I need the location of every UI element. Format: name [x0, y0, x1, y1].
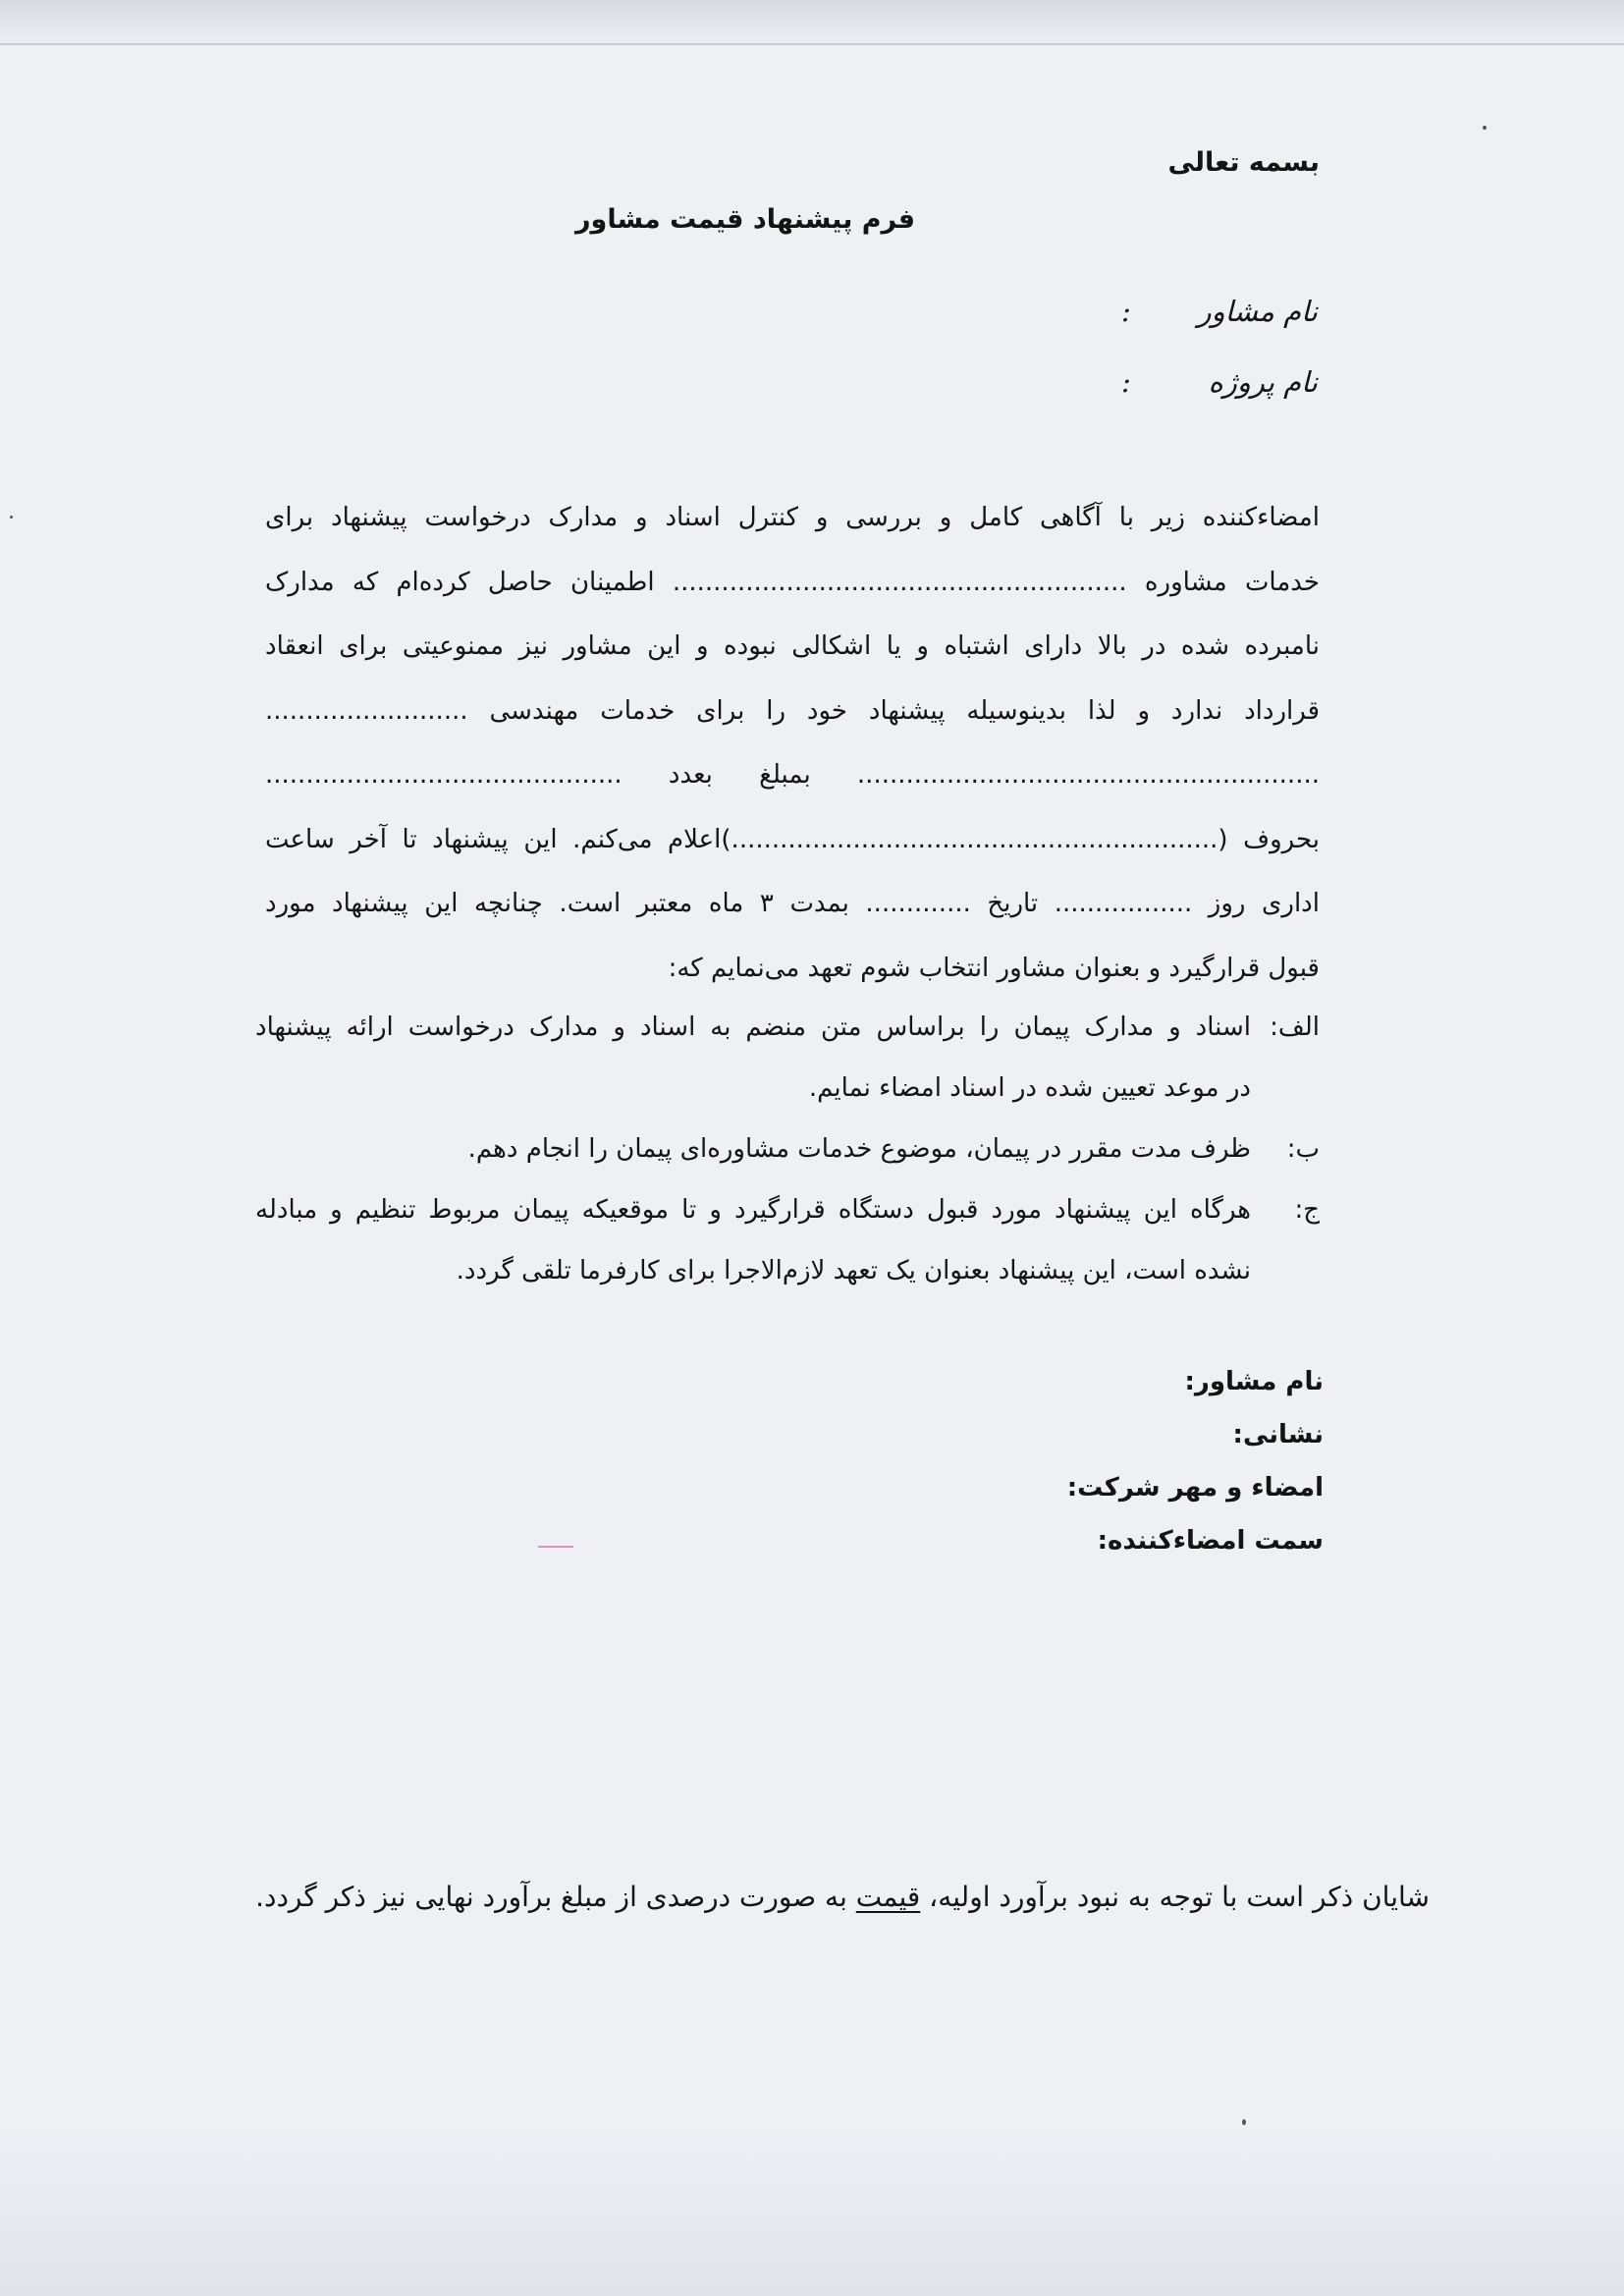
- scan-speck: [1483, 126, 1487, 130]
- declaration-paragraph: [265, 486, 1320, 1001]
- consultant-name-field: نام مشاور:: [1184, 1367, 1324, 1396]
- paragraph-line: اداری روز ................. تاریخ ............. بمدت ۳ ماه معتبر است. چنانچه این پیشنهاد مورد: [265, 889, 1320, 918]
- item-line: در موعد تعیین شده در اسناد امضاء نمایم.: [808, 1073, 1251, 1103]
- paragraph-line: خدمات مشاوره ........................................................ اطمینان حاصل کرده‌ام که مدارک: [265, 567, 1320, 597]
- project-name-colon: :: [1121, 365, 1131, 399]
- scan-edge-line: [0, 43, 1624, 45]
- paragraph-line: بحروف (............................................................)اعلام می‌کنم. این پیشنهاد تا آخر ساعت: [265, 824, 1320, 854]
- paragraph-line: قرارداد ندارد و لذا بدینوسیله پیشنهاد خود را برای خدمات مهندسی .........................: [265, 695, 1320, 726]
- item-marker: ب:: [1286, 1134, 1320, 1164]
- paragraph-line: نامبرده شده در بالا دارای اشتباه و یا اشکالی نبوده و این مشاور نیز ممنوعیتی برای انعقاد: [265, 631, 1320, 661]
- item-line: اسناد و مدارک پیمان را براساس متن منضم به اسناد و مدارک درخواست ارائه پیشنهاد: [255, 1012, 1251, 1042]
- paragraph-line: ......................................................... بمبلغ بعدد ............................................: [265, 760, 1320, 790]
- pen-mark: [538, 1546, 573, 1548]
- item-marker: ج:: [1294, 1195, 1320, 1225]
- signer-position-field: سمت امضاءکننده:: [1097, 1526, 1324, 1556]
- list-item: [255, 997, 1320, 1119]
- consultant-name-label: نام مشاور: [1197, 295, 1318, 328]
- address-field: نشانی:: [1232, 1420, 1324, 1449]
- footnote-text-end: به صورت درصدی از مبلغ برآورد نهایی نیز ذکر گردد.: [255, 1881, 856, 1913]
- item-line: ظرف مدت مقرر در پیمان، موضوع خدمات مشاوره‌ای پیمان را انجام دهم.: [467, 1134, 1251, 1164]
- basmala-heading: بسمه تعالی: [1167, 147, 1320, 178]
- footnote-text-start: شایان ذکر است با توجه به نبود برآورد اولیه،: [920, 1881, 1430, 1913]
- list-item: [255, 1119, 1320, 1179]
- footnote: [196, 1876, 1430, 1919]
- paragraph-line: قبول قرارگیرد و بعنوان مشاور انتخاب شوم تعهد می‌نمایم که:: [668, 953, 1320, 983]
- item-marker: الف:: [1270, 1012, 1320, 1042]
- scan-speck: [10, 516, 13, 519]
- commitment-list: [255, 997, 1320, 1301]
- consultant-name-colon: :: [1121, 295, 1131, 328]
- list-item: [255, 1179, 1320, 1301]
- scan-shadow-bottom: [0, 2121, 1624, 2296]
- scan-speck: [1242, 2119, 1246, 2125]
- footnote-underlined-word: قیمت: [855, 1881, 921, 1913]
- project-name-label: نام پروژه: [1208, 365, 1318, 399]
- signature-stamp-field: امضاء و مهر شرکت:: [1066, 1473, 1324, 1503]
- scan-shadow-top: [0, 0, 1624, 47]
- form-title: فرم پیشنهاد قیمت مشاور: [575, 204, 915, 235]
- item-line: هرگاه این پیشنهاد مورد قبول دستگاه قرارگیرد و تا موقعیکه پیمان مربوط تنظیم و مبادله: [255, 1195, 1251, 1225]
- item-line: نشده است، این پیشنهاد بعنوان یک تعهد لازم‌الاجرا برای کارفرما تلقی گردد.: [456, 1256, 1251, 1285]
- paragraph-line: امضاءکننده زیر با آگاهی کامل و بررسی و کنترل اسناد و مدارک درخواست پیشنهاد برای: [265, 503, 1320, 532]
